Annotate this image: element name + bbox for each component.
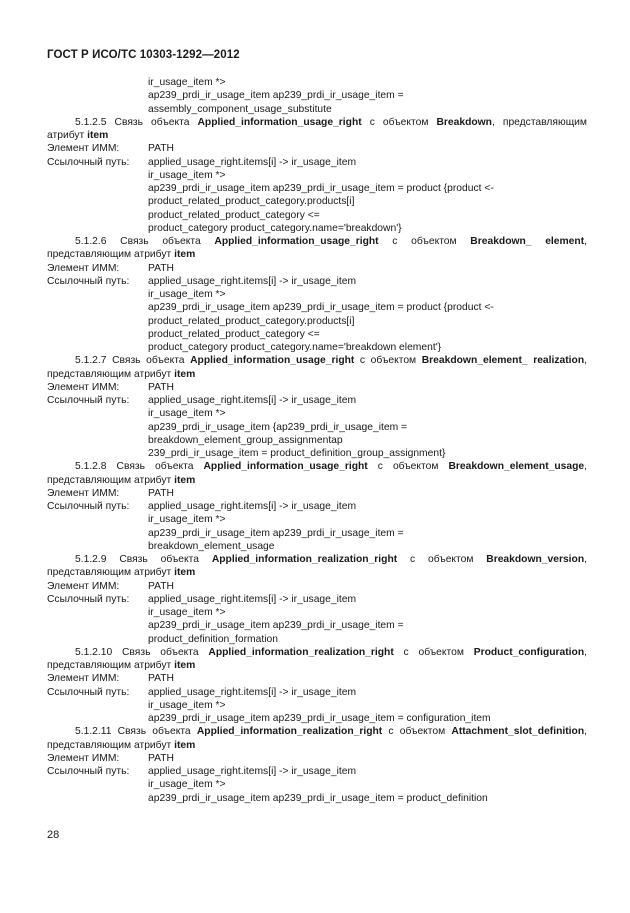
- reference-label: Ссылочный путь:: [47, 395, 130, 406]
- target-entity: Breakdown: [436, 116, 492, 128]
- intro-line: ir_usage_item *>: [148, 77, 226, 88]
- heading-text: Связь объекта: [106, 554, 212, 565]
- attribute-name: item: [87, 130, 109, 141]
- document-header: ГОСТ Р ИСО/ТС 10303-1292—2012: [47, 49, 240, 61]
- reference-row: [47, 394, 587, 407]
- heading-text: с объектом: [397, 554, 487, 565]
- reference-line: ir_usage_item *>: [148, 779, 226, 791]
- reference-label: Ссылочный путь:: [47, 156, 130, 168]
- section-number: 5.1.2.10: [75, 646, 113, 658]
- section-block: [47, 725, 587, 805]
- element-label: Элемент ИММ:: [47, 580, 120, 592]
- section-number: 5.1.2.11: [75, 726, 112, 738]
- reference-line: ir_usage_item *>: [148, 408, 226, 420]
- attribute-name: item: [174, 249, 196, 261]
- element-label: Элемент ИММ:: [47, 752, 120, 764]
- reference-line: product_related_product_category <=: [148, 209, 320, 221]
- target-entity: Attachment_slot_definition: [451, 726, 585, 738]
- entity-name: Applied_information_usage_right: [214, 236, 379, 247]
- section-heading: [47, 354, 587, 381]
- reference-row: [47, 686, 587, 699]
- reference-line: product_related_product_category.products[i]: [148, 315, 355, 327]
- reference-line: applied_usage_right.items[i] -> ir_usage_item: [148, 395, 357, 406]
- element-label: Элемент ИММ:: [47, 262, 120, 274]
- section-number: 5.1.2.8: [75, 461, 107, 473]
- section-heading: [47, 460, 587, 487]
- element-value: PATH: [148, 487, 174, 499]
- heading-text: с объектом: [382, 726, 452, 738]
- sections-container: [47, 116, 587, 805]
- reference-line: ir_usage_item *>: [148, 289, 226, 300]
- heading-text: с объектом: [361, 116, 437, 128]
- reference-line: ir_usage_item *>: [148, 699, 226, 711]
- reference-line: product_category product_category.name='breakdown'}: [148, 222, 402, 234]
- heading-text: Связь объекта: [106, 236, 215, 247]
- entity-name: Applied_information_usage_right: [197, 116, 362, 128]
- reference-line: product_related_product_category <=: [148, 328, 320, 340]
- element-row: [47, 752, 587, 765]
- heading-text: , представляющим атрибут: [47, 646, 587, 671]
- reference-line: applied_usage_right.items[i] -> ir_usage_item: [148, 766, 357, 777]
- target-entity: Breakdown_element_ realization: [421, 355, 585, 367]
- section-block: [47, 460, 587, 553]
- element-row: [47, 381, 587, 394]
- section-heading: [47, 553, 587, 580]
- element-value: PATH: [148, 381, 174, 393]
- element-value: PATH: [148, 580, 174, 592]
- entity-name: Applied_information_realization_right: [211, 554, 398, 565]
- heading-text: Связь объекта: [112, 646, 209, 658]
- reference-line: applied_usage_right.items[i] -> ir_usage_item: [148, 275, 357, 287]
- reference-row: [47, 275, 587, 288]
- reference-row: [47, 765, 587, 778]
- section-heading: [47, 646, 587, 673]
- attribute-name: item: [174, 739, 196, 751]
- section-block: [47, 235, 587, 354]
- heading-text: Связь объекта: [111, 726, 197, 738]
- element-value: PATH: [148, 143, 174, 155]
- reference-line: ap239_prdi_ir_usage_item ap239_prdi_ir_usage_item =: [148, 527, 404, 539]
- reference-line: applied_usage_right.items[i] -> ir_usage_item: [148, 593, 357, 605]
- reference-row: [47, 156, 587, 169]
- section-block: [47, 553, 587, 646]
- element-label: Элемент ИММ:: [47, 381, 120, 393]
- heading-text: с объектом: [354, 355, 422, 367]
- reference-label: Ссылочный путь:: [47, 275, 130, 287]
- section-block: [47, 116, 587, 235]
- reference-line: breakdown_element_group_assignmentap: [148, 434, 343, 446]
- heading-text: Связь объекта: [106, 461, 204, 473]
- entity-name: Applied_information_realization_right: [208, 646, 394, 658]
- section-number: 5.1.2.7: [75, 355, 107, 367]
- element-row: [47, 487, 587, 500]
- reference-line: product_category product_category.name='breakdown element'}: [148, 342, 442, 353]
- reference-line: applied_usage_right.items[i] -> ir_usage_item: [148, 501, 357, 512]
- element-value: PATH: [148, 752, 174, 764]
- reference-line: ap239_prdi_ir_usage_item ap239_prdi_ir_usage_item = configuration_item: [148, 713, 491, 724]
- reference-line: ir_usage_item *>: [148, 607, 226, 618]
- reference-line: ap239_prdi_ir_usage_item ap239_prdi_ir_usage_item =: [148, 620, 404, 632]
- element-value: PATH: [148, 262, 174, 274]
- reference-line: 239_prdi_ir_usage_item = product_definition_group_assignment}: [148, 448, 446, 459]
- element-label: Элемент ИММ:: [47, 143, 120, 155]
- heading-text: , представляющим атрибут: [47, 726, 587, 751]
- reference-line: ap239_prdi_ir_usage_item ap239_prdi_ir_usage_item = product {product <-: [148, 183, 494, 194]
- heading-text: , представляющим атрибут: [47, 236, 587, 261]
- reference-line: ir_usage_item *>: [148, 514, 226, 526]
- section-heading: [47, 116, 587, 143]
- element-row: [47, 580, 587, 593]
- reference-line: product_definition_formation: [148, 633, 278, 645]
- attribute-name: item: [174, 660, 196, 671]
- element-value: PATH: [148, 673, 174, 685]
- entity-name: Applied_information_realization_right: [196, 726, 383, 738]
- heading-text: , представляющим атрибут: [47, 554, 587, 579]
- heading-text: Связь объекта: [106, 116, 198, 128]
- section-number: 5.1.2.6: [75, 236, 107, 247]
- reference-line: applied_usage_right.items[i] -> ir_usage_item: [148, 156, 357, 168]
- heading-text: , представляющим атрибут: [47, 116, 588, 141]
- target-entity: Product_configuration: [473, 646, 585, 658]
- reference-line: breakdown_element_usage: [148, 540, 275, 552]
- element-row: [47, 142, 587, 155]
- intro-line: assembly_component_usage_substitute: [148, 103, 332, 115]
- section-heading: [47, 725, 587, 752]
- reference-line: ap239_prdi_ir_usage_item ap239_prdi_ir_usage_item = product {product <-: [148, 302, 494, 314]
- heading-text: с объектом: [393, 646, 474, 658]
- reference-label: Ссылочный путь:: [47, 593, 130, 605]
- intro-block: [47, 76, 587, 116]
- heading-text: Связь объекта: [106, 355, 191, 367]
- reference-line: ap239_prdi_ir_usage_item {ap239_prdi_ir_usage_item =: [148, 421, 408, 433]
- attribute-name: item: [174, 474, 196, 486]
- section-block: [47, 646, 587, 726]
- element-label: Элемент ИММ:: [47, 673, 120, 685]
- intro-line: ap239_prdi_ir_usage_item ap239_prdi_ir_usage_item =: [148, 90, 404, 102]
- reference-row: [47, 593, 587, 606]
- attribute-name: item: [174, 368, 196, 380]
- element-label: Элемент ИММ:: [47, 487, 120, 499]
- section-block: [47, 354, 587, 460]
- target-entity: Breakdown_version: [486, 554, 585, 565]
- section-number: 5.1.2.9: [75, 554, 107, 565]
- reference-line: applied_usage_right.items[i] -> ir_usage_item: [148, 686, 357, 698]
- entity-name: Applied_information_usage_right: [203, 461, 368, 473]
- section-number: 5.1.2.5: [75, 116, 107, 128]
- heading-text: с объектом: [367, 461, 449, 473]
- reference-line: ir_usage_item *>: [148, 169, 226, 181]
- heading-text: с объектом: [378, 236, 471, 247]
- document-body: [47, 76, 587, 805]
- reference-line: product_related_product_category.products[i]: [148, 196, 355, 208]
- reference-line: ap239_prdi_ir_usage_item ap239_prdi_ir_usage_item = product_definition: [148, 792, 488, 804]
- element-row: [47, 262, 587, 275]
- reference-label: Ссылочный путь:: [47, 501, 130, 512]
- target-entity: Breakdown_ element: [470, 236, 585, 247]
- heading-text: , представляющим атрибут: [47, 355, 587, 380]
- reference-label: Ссылочный путь:: [47, 686, 130, 698]
- element-row: [47, 672, 587, 685]
- page-number: 28: [47, 829, 60, 841]
- target-entity: Breakdown_element_usage: [448, 461, 585, 473]
- reference-row: [47, 500, 587, 513]
- reference-label: Ссылочный путь:: [47, 766, 130, 777]
- section-heading: [47, 235, 587, 262]
- heading-text: , представляющим атрибут: [47, 461, 587, 486]
- entity-name: Applied_information_usage_right: [190, 355, 355, 367]
- attribute-name: item: [174, 567, 196, 579]
